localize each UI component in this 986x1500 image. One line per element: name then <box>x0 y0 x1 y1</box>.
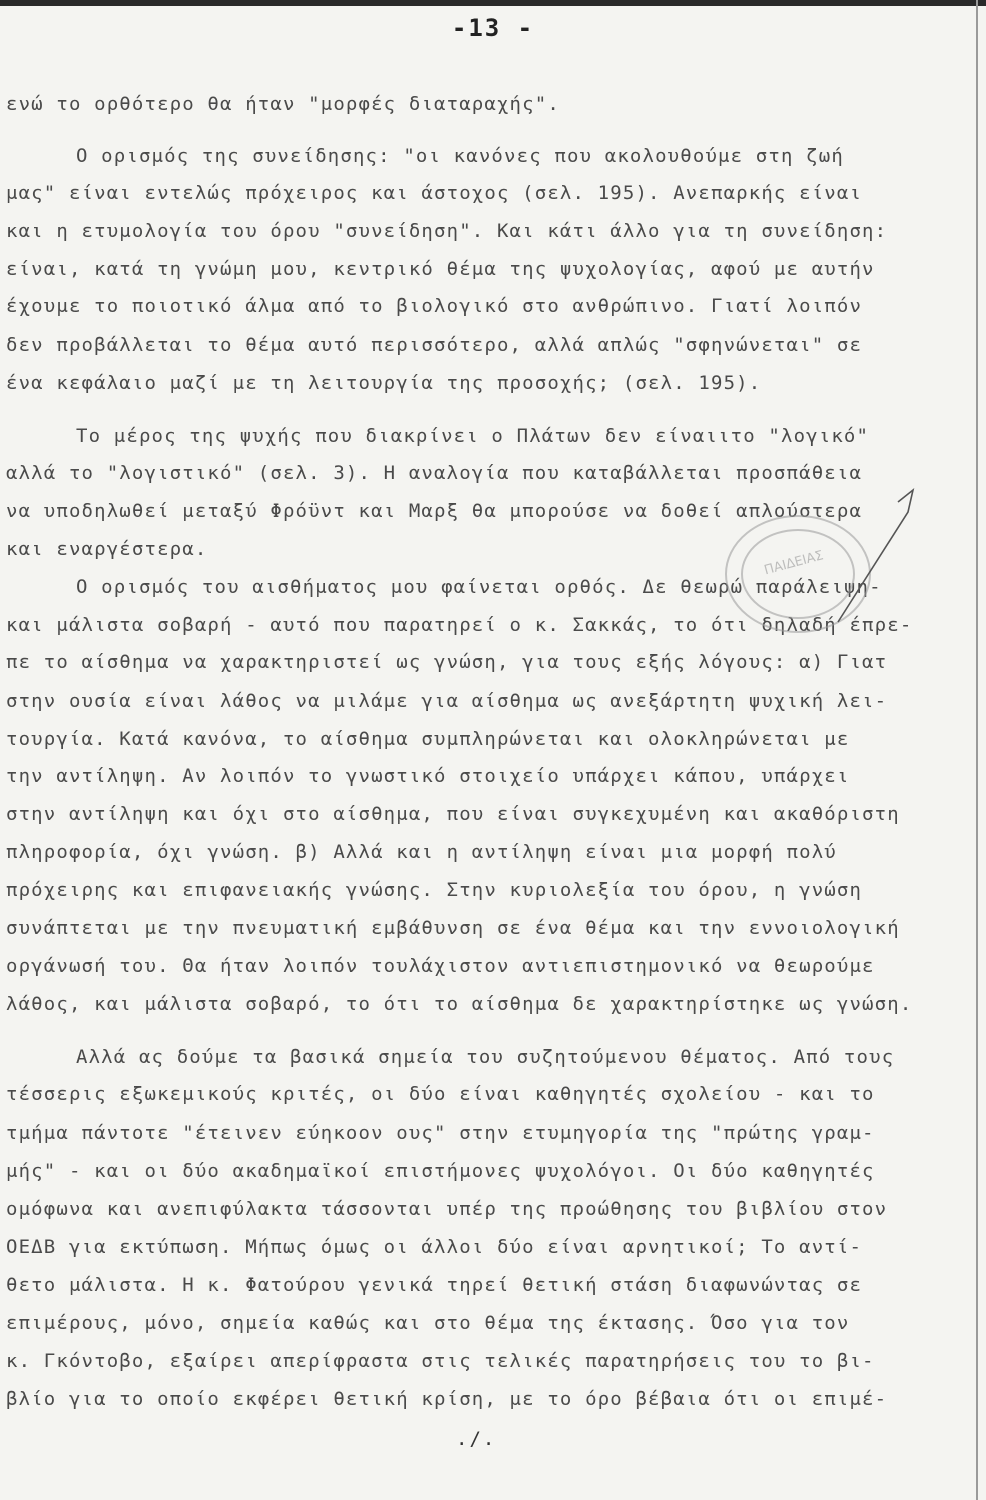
text-line: την αντίληψη. Αν λοιπόν το γνωστικό στοιχείο υπάρχει κάπου, υπάρχει <box>6 765 850 787</box>
text-line: τμήμα πάντοτε "έτεινεν εύηκοον ους" στην ετυμηγορία της "πρώτης γραμ- <box>6 1122 875 1144</box>
text-line: ΟΕΔΒ για εκτύπωση. Μήπως όμως οι άλλοι δύο είναι αρνητικοί; Το αντί- <box>6 1236 863 1258</box>
text-line: συνάπτεται με την πνευματική εμβάθυνση σε ένα θέμα και την εννοιολογική <box>6 917 900 939</box>
text-line: τουργία. Κατά κανόνα, το αίσθημα συμπληρώνεται και ολοκληρώνεται με <box>6 728 850 750</box>
official-stamp-icon <box>708 482 928 652</box>
text-line: κ. Γκόντοβο, εξαίρει απερίφραστα στις τελικές παρατηρήσεις του το βι- <box>6 1350 875 1372</box>
continuation-mark: ./. <box>456 1428 497 1450</box>
text-line: μας" είναι εντελώς πρόχειρος και άστοχος (σελ. 195). Ανεπαρκής είναι <box>6 182 863 204</box>
text-line: Ο ορισμός του αισθήματος μου φαίνεται ορθός. Δε θεωρώ παράλειψη- <box>76 576 882 598</box>
text-line: επιμέρους, μόνο, σημεία καθώς και στο θέμα της έκτασης. Όσο για τον <box>6 1312 850 1334</box>
text-line: δεν προβάλλεται το θέμα αυτό περισσότερο, αλλά απλώς "σφηνώνεται" σε <box>6 334 863 356</box>
text-line: πε το αίσθημα να χαρακτηριστεί ως γνώση, για τους εξής λόγους: α) Γιατ <box>6 651 888 673</box>
text-line: ενώ το ορθότερο θα ήταν "μορφές διαταραχής". <box>6 93 560 115</box>
text-line: θετο μάλιστα. Η κ. Φατούρου γενικά τηρεί θετική στάση διαφωνώντας σε <box>6 1274 863 1296</box>
text-line: και εναργέστερα. <box>6 538 208 560</box>
text-line: πληροφορία, όχι γνώση. β) Αλλά και η αντίληψη είναι μια μορφή πολύ <box>6 841 837 863</box>
page-right-edge <box>976 0 978 1500</box>
text-line: Αλλά ας δούμε τα βασικά σημεία του συζητούμενου θέματος. Από τους <box>76 1046 895 1068</box>
text-line: οργάνωσή του. Θα ήταν λοιπόν τουλάχιστον αντιεπιστημονικό να θεωρούμε <box>6 955 875 977</box>
text-line: είναι, κατά τη γνώμη μου, κεντρικό θέμα της ψυχολογίας, αφού με αυτήν <box>6 258 875 280</box>
text-line: ένα κεφάλαιο μαζί με τη λειτουργία της προσοχής; (σελ. 195). <box>6 372 762 394</box>
text-line: στην αντίληψη και όχι στο αίσθημα, που είναι συγκεχυμένη και ακαθόριστη <box>6 803 900 825</box>
text-line: λάθος, και μάλιστα σοβαρό, το ότι το αίσθημα δε χαρακτηρίστηκε ως γνώση. <box>6 993 913 1015</box>
text-line: έχουμε το ποιοτικό άλμα από το βιολογικό στο ανθρώπινο. Γιατί λοιπόν <box>6 295 863 317</box>
text-line: στην ουσία είναι λάθος να μιλάμε για αίσθημα ως ανεξάρτητη ψυχική λει- <box>6 690 888 712</box>
text-line: ομόφωνα και ανεπιφύλακτα τάσσονται υπέρ της προώθησης του βιβλίου στον <box>6 1198 888 1220</box>
svg-text:ΠΑΙΔΕΙΑΣ: ΠΑΙΔΕΙΑΣ <box>762 548 826 579</box>
top-edge-rule <box>0 0 986 6</box>
text-line: αλλά το "λογιστικό" (σελ. 3). Η αναλογία που καταβάλλεται προσπάθεια <box>6 462 863 484</box>
text-line: και η ετυμολογία του όρου "συνείδηση". Και κάτι άλλο για τη συνείδηση: <box>6 220 888 242</box>
text-line: και μάλιστα σοβαρή - αυτό που παρατηρεί ο κ. Σακκάς, το ότι δηλαδή έπρε- <box>6 614 913 636</box>
text-line: βλίο για το οποίο εκφέρει θετική κρίση, με το όρο βέβαια ότι οι επιμέ- <box>6 1388 888 1410</box>
text-line: να υποδηλωθεί μεταξύ Φρόϋντ και Μαρξ θα μπορούσε να δοθεί απλούστερα <box>6 500 863 522</box>
text-line: Ο ορισμός της συνείδησης: "οι κανόνες που ακολουθούμε στη ζωή <box>76 145 844 167</box>
text-line: μής" - και οι δύο ακαδημαϊκοί επιστήμονες ψυχολόγοι. Οι δύο καθηγητές <box>6 1160 875 1182</box>
text-line: Το μέρος της ψυχής που διακρίνει ο Πλάτων δεν είναιιτο "λογικό" <box>76 425 870 447</box>
page-number: -13 - <box>451 14 535 42</box>
text-line: πρόχειρης και επιφανειακής γνώσης. Στην κυριολεξία του όρου, η γνώση <box>6 879 863 901</box>
text-line: τέσσερις εξωκεμικούς κριτές, οι δύο είναι καθηγητές σχολείου - και το <box>6 1083 875 1105</box>
